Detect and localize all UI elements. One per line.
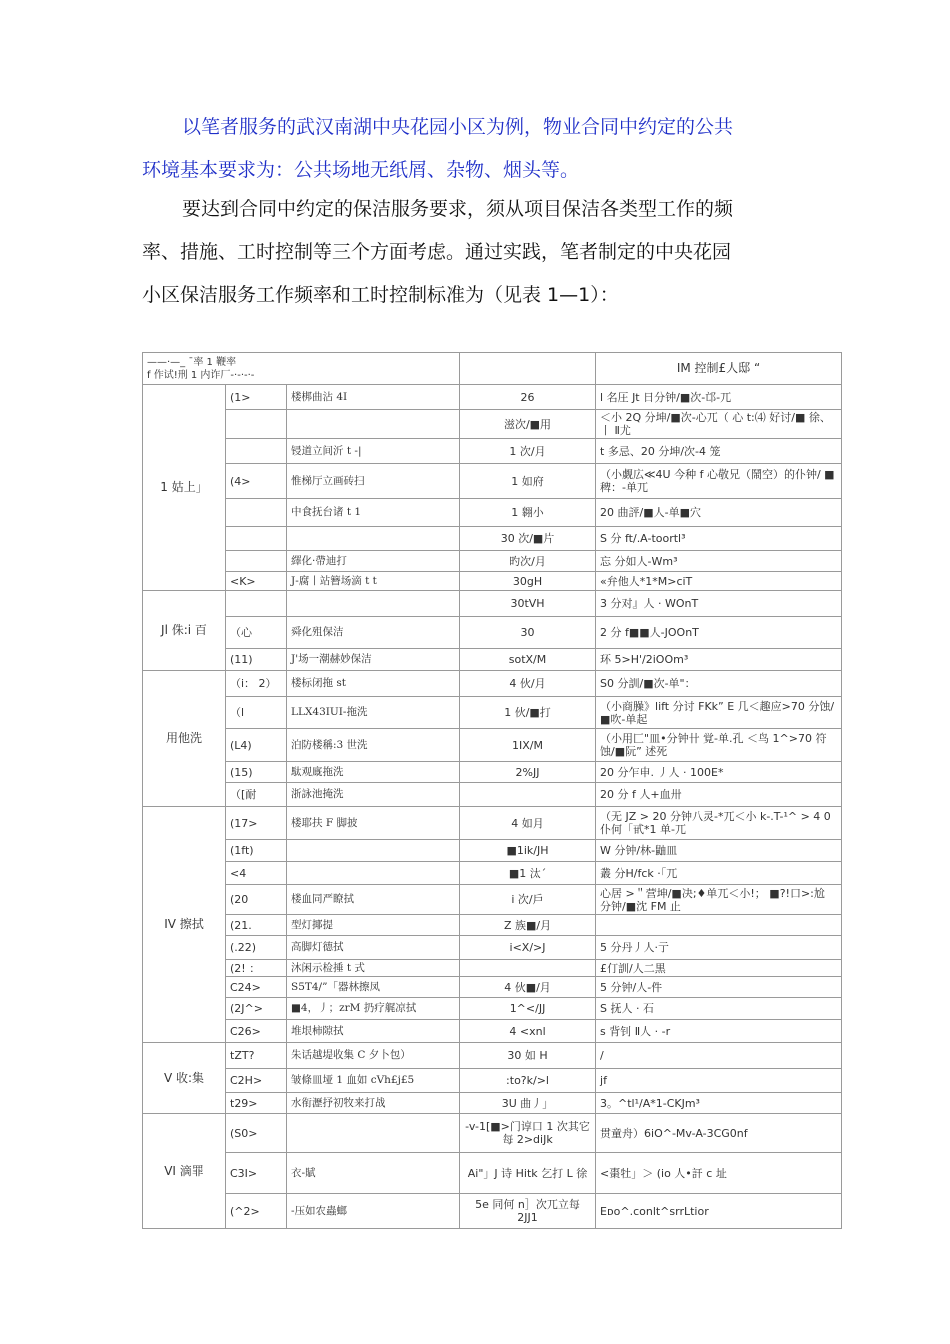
table-row (143, 551, 842, 572)
table-row (143, 671, 842, 697)
item-number-cell (226, 551, 287, 572)
frequency-cell: -v-1[■>门谆口 1 次其它 每 2>diJk (460, 1114, 596, 1153)
item-name-cell: 泊防楼稱:3 世洗 (287, 729, 460, 762)
table-row (143, 862, 842, 885)
item-number-cell: (2J^> (226, 998, 287, 1020)
item-name-cell (287, 591, 460, 617)
frequency-cell: i<X/>J (460, 936, 596, 960)
item-number-cell: tZT? (226, 1043, 287, 1069)
labor-control-cell: £仃訓/人二黒 (596, 960, 842, 977)
frequency-cell: 4 伙/月 (460, 671, 596, 697)
labor-control-cell: 20 分乍申. 丿人 · 100E* (596, 762, 842, 783)
frequency-cell: ■1ik/JH (460, 840, 596, 862)
labor-control-cell: 贯童舟）6iO^-Mv-A-3CG0nf (596, 1114, 842, 1153)
labor-control-cell: S 分 ft/.A-toortl³ (596, 527, 842, 551)
labor-control-cell: W 分钟/林-鼬皿 (596, 840, 842, 862)
labor-control-cell: l 名圧 Jt 日分钟/■次-邙-兀 (596, 385, 842, 410)
table-row (143, 936, 842, 960)
item-number-cell: <K> (226, 572, 287, 591)
item-number-cell: t29> (226, 1093, 287, 1114)
labor-control-cell: t 多忌、20 分坤/次-4 笼 (596, 439, 842, 464)
item-number-cell: （l (226, 697, 287, 729)
table-header-row (143, 353, 842, 385)
table-row (143, 729, 842, 762)
frequency-cell: 1 如府 (460, 464, 596, 499)
item-number-cell: (17> (226, 807, 287, 840)
item-name-cell: 衣-賦 (287, 1153, 460, 1194)
table-row (143, 410, 842, 439)
item-name-cell (287, 527, 460, 551)
labor-control-cell: / (596, 1043, 842, 1069)
frequency-cell: Ai"」J 诗 Hitk 乞打 L 徐 (460, 1153, 596, 1194)
item-number-cell: C2H> (226, 1069, 287, 1093)
header-labor-control-cell: IM 控制£人邸 “ (596, 353, 842, 385)
item-number-cell: C3I> (226, 1153, 287, 1194)
paragraph-line: 要达到合同中约定的保洁服务要求，须从项目保洁各类型工作的频 (182, 198, 734, 220)
table-row (143, 649, 842, 671)
frequency-cell: 1 次/月 (460, 439, 596, 464)
table-row (143, 1069, 842, 1093)
item-number-cell (226, 439, 287, 464)
item-number-cell: (1ft) (226, 840, 287, 862)
frequency-cell: 30 (460, 617, 596, 649)
table-row (143, 998, 842, 1020)
item-name-cell: 水衔瀝抒初牧来打战 (287, 1093, 460, 1114)
item-name-cell: LLX43IUI-拖洗 (287, 697, 460, 729)
item-name-cell: 楼血同严瞭拭 (287, 885, 460, 915)
frequency-cell: 4 如月 (460, 807, 596, 840)
item-name-cell: 沐闲示检捶 t 式 (287, 960, 460, 977)
frequency-cell: 3U 曲丿」 (460, 1093, 596, 1114)
table-row (143, 464, 842, 499)
header-diagonal-cell (143, 353, 460, 385)
table-row (143, 1194, 842, 1229)
item-number-cell: （心 (226, 617, 287, 649)
item-name-cell: 楼梆曲沾 4I (287, 385, 460, 410)
table-row (143, 697, 842, 729)
frequency-cell: 30tVH (460, 591, 596, 617)
table-row (143, 1043, 842, 1069)
labor-control-cell: 2 分 f■■人-JOOnT (596, 617, 842, 649)
frequency-cell (460, 960, 596, 977)
paragraph-line: 环境基本要求为：公共场地无纸屑、杂物、烟头等。 (142, 159, 580, 181)
item-name-cell (287, 862, 460, 885)
labor-control-cell: 20 曲評/■人-单■穴 (596, 499, 842, 527)
table-row (143, 977, 842, 998)
item-number-cell: (L4) (226, 729, 287, 762)
labor-control-cell: （无 JZ > 20 分钟八灵-*兀＜小 k-.T-¹^ > 4 0 仆何「甙*1 单-兀 (596, 807, 842, 840)
table-row (143, 1020, 842, 1043)
frequency-cell: 1IX/M (460, 729, 596, 762)
item-number-cell: C26> (226, 1020, 287, 1043)
labor-control-cell: 3。^tl¹/A*1-CKJm³ (596, 1093, 842, 1114)
table-row (143, 1153, 842, 1194)
item-number-cell (226, 591, 287, 617)
labor-control-cell: 叢 分H/fck ·「兀 (596, 862, 842, 885)
item-name-cell: J-腐丨站簪场滴 t t (287, 572, 460, 591)
table-row (143, 591, 842, 617)
table-row (143, 960, 842, 977)
table-row (143, 1093, 842, 1114)
frequency-cell: 30 如 H (460, 1043, 596, 1069)
header-line: ——·—_ ˉ率 1 鞭率 (147, 356, 237, 368)
item-number-cell (226, 499, 287, 527)
frequency-cell: 5e 同何 n］次兀立每 2JJ1 (460, 1194, 596, 1229)
frequency-cell: 滋次/■用 (460, 410, 596, 439)
table-row (143, 527, 842, 551)
header-frequency-cell (460, 353, 596, 385)
item-number-cell: (20 (226, 885, 287, 915)
item-name-cell: 駄观廐拖洗 (287, 762, 460, 783)
item-name-cell: J'场一潮赫妙保洁 (287, 649, 460, 671)
item-number-cell: (21. (226, 915, 287, 936)
labor-control-cell: （小用匚"皿•分钟卄 覚-单.孔 ＜鸟 1^>70 符蚀/■阮” 述死 (596, 729, 842, 762)
item-name-cell: 型灯揶提 (287, 915, 460, 936)
table-row (143, 783, 842, 807)
frequency-cell: 26 (460, 385, 596, 410)
table-row (143, 499, 842, 527)
labor-control-cell: 心居 >＂营坤/■决;♦单兀＜小!； ■?!口>:尬 分钟/■沈 FM 止 (596, 885, 842, 915)
item-number-cell (226, 410, 287, 439)
item-name-cell: 皱條皿垭 1 血如 cVh£j£5 (287, 1069, 460, 1093)
item-name-cell: 高脚灯德拭 (287, 936, 460, 960)
item-name-cell (287, 840, 460, 862)
item-name-cell: -压如农蟲螂 (287, 1194, 460, 1229)
paragraph-line: 率、措施、工时控制等三个方面考虑。通过实践，笔者制定的中央花园 (142, 241, 732, 263)
frequency-cell: 1 翱小 (460, 499, 596, 527)
item-number-cell: （[耐 (226, 783, 287, 807)
frequency-cell: 4 伙■/月 (460, 977, 596, 998)
category-cell: VI 滴罪 (143, 1114, 226, 1229)
item-name-cell: 舜化殂保洁 (287, 617, 460, 649)
labor-control-cell: <棗牡」＞ (io 人•訐 c 址 (596, 1153, 842, 1194)
frequency-cell (460, 783, 596, 807)
header-line: f 作试!刑 1 内诈厂-·-·-·- (147, 369, 255, 381)
table-row (143, 915, 842, 936)
labor-control-cell: 环 5>H'/2iOOm³ (596, 649, 842, 671)
frequency-cell: sotX/M (460, 649, 596, 671)
table-row (143, 572, 842, 591)
item-name-cell (287, 410, 460, 439)
paragraph-requirements (142, 188, 832, 317)
labor-control-cell: S0 分訓/■次-单"： (596, 671, 842, 697)
labor-control-cell: 5 分钟/人-件 (596, 977, 842, 998)
frequency-cell: 1^</JJ (460, 998, 596, 1020)
frequency-cell: ■1 汰ˊ (460, 862, 596, 885)
item-name-cell: 惟梯厅立画砖扫 (287, 464, 460, 499)
labor-control-cell: （小觑広≪4U 今种 f 心敬兄（鬧空）的仆钟/ ■ 稗：-单兀 (596, 464, 842, 499)
table-row (143, 1114, 842, 1153)
labor-control-cell: 20 分 f 人+血卅 (596, 783, 842, 807)
frequency-cell: :to?k/>l (460, 1069, 596, 1093)
item-number-cell: (^2> (226, 1194, 287, 1229)
item-number-cell: <4 (226, 862, 287, 885)
paragraph-line: 以笔者服务的武汉南湖中央花园小区为例，物业合同中约定的公共 (182, 116, 734, 138)
item-name-cell: 繹化·帶迪打 (287, 551, 460, 572)
item-name-cell: 锓道立间沂 t -| (287, 439, 460, 464)
item-name-cell: 中食抚台诸 t 1 (287, 499, 460, 527)
frequency-cell: 2%JJ (460, 762, 596, 783)
frequency-cell: 1 伙/■打 (460, 697, 596, 729)
item-number-cell: (11) (226, 649, 287, 671)
labor-control-cell: 5 分丹丿人·亍 (596, 936, 842, 960)
table-row (143, 617, 842, 649)
category-cell: Jl 侏:i 百 (143, 591, 226, 671)
frequency-cell: Z 族■/月 (460, 915, 596, 936)
item-number-cell: (.22) (226, 936, 287, 960)
labor-control-cell: jf (596, 1069, 842, 1093)
item-number-cell (226, 527, 287, 551)
table-body (143, 353, 842, 1229)
item-number-cell: (4> (226, 464, 287, 499)
table-row (143, 840, 842, 862)
labor-control-cell: ＜小 2Q 分坤/■次-心兀（ 心 t:⑷ 好讨/■ 徐、丨 Ⅱ尤 (596, 410, 842, 439)
item-name-cell: 朱话越堤收集 C 夕卜包） (287, 1043, 460, 1069)
labor-control-cell: 3 分对』人 · WOnT (596, 591, 842, 617)
table-row (143, 807, 842, 840)
table-row (143, 439, 842, 464)
frequency-cell: 30 次/■片 (460, 527, 596, 551)
item-name-cell: 堆垠柿隙拭 (287, 1020, 460, 1043)
frequency-cell: i 次/戶 (460, 885, 596, 915)
labor-control-cell: Eᴅᴏ^.conlt^srrLtior (596, 1194, 842, 1229)
table-row (143, 762, 842, 783)
labor-control-cell: （小商臊》lift 分讨 FKk” E 几＜趣应>70 分蚀/■吹-单起 (596, 697, 842, 729)
category-cell: 用他洗 (143, 671, 226, 807)
item-number-cell: （i： 2） (226, 671, 287, 697)
frequency-cell: 30gH (460, 572, 596, 591)
table-row (143, 885, 842, 915)
labor-control-cell (596, 915, 842, 936)
labor-control-cell: 忘 分如人-Wm³ (596, 551, 842, 572)
item-name-cell: 楼标闭拖 st (287, 671, 460, 697)
paragraph-contract (142, 106, 832, 192)
item-number-cell: C24> (226, 977, 287, 998)
item-number-cell: (15) (226, 762, 287, 783)
category-cell: 1 姑上」 (143, 385, 226, 591)
item-number-cell: (S0> (226, 1114, 287, 1153)
item-number-cell: (2! ： (226, 960, 287, 977)
frequency-cell: 旳次/月 (460, 551, 596, 572)
cleaning-standard-table (142, 352, 842, 1229)
labor-control-cell: S 抚人 · 石 (596, 998, 842, 1020)
item-number-cell: (1> (226, 385, 287, 410)
item-name-cell: ■4，丿；zrM 扔疗艉凉拭 (287, 998, 460, 1020)
labor-control-cell: s 背钊 Ⅱ人 · -r (596, 1020, 842, 1043)
item-name-cell: 楼耶扶 F 脚披 (287, 807, 460, 840)
item-name-cell: S5T4/”「器林擦凤 (287, 977, 460, 998)
frequency-cell: 4 <xnl (460, 1020, 596, 1043)
item-name-cell: 浙詠池掩洗 (287, 783, 460, 807)
category-cell: IV 擦拭 (143, 807, 226, 1043)
table-row (143, 385, 842, 410)
paragraph-line: 小区保洁服务工作频率和工时控制标准为（见表 1—1）： (142, 284, 619, 306)
item-name-cell (287, 1114, 460, 1153)
category-cell: V 收:集 (143, 1043, 226, 1114)
labor-control-cell: «弁他人*1*M>ciT (596, 572, 842, 591)
